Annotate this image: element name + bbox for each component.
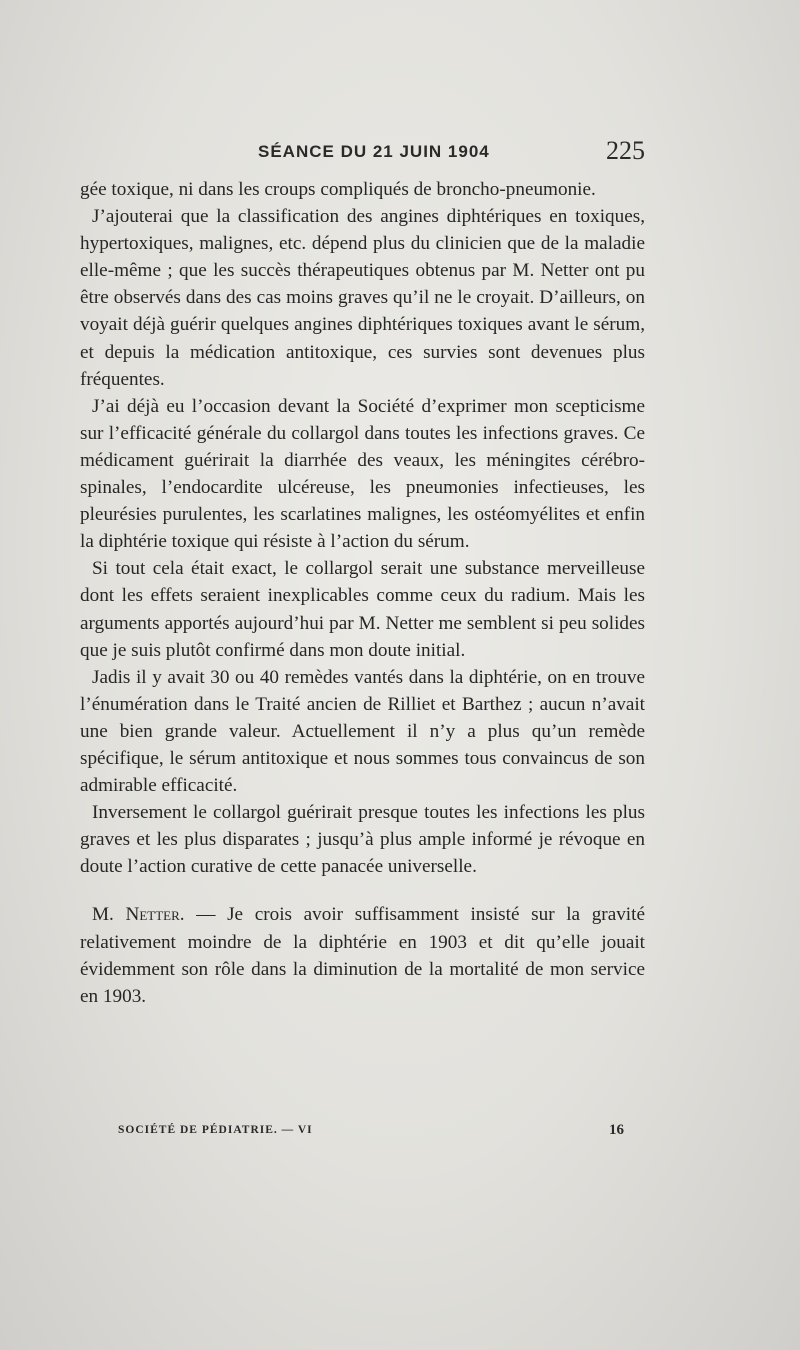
- society-line: SOCIÉTÉ DE PÉDIATRIE. — VI: [118, 1124, 313, 1136]
- running-head: SÉANCE DU 21 JUIN 1904: [258, 142, 490, 161]
- speaker-name: M. Netter.: [92, 904, 185, 926]
- paragraph-6: Inversement le collargol guérirait presque toutes les infections les plus graves et les plus disparates ; jusqu’à plus ample informé je révoque en doute l’action curative de cette panacée universelle.: [80, 802, 645, 878]
- body-text: [80, 176, 645, 1010]
- paragraph-3: J’ai déjà eu l’occasion devant la Société d’exprimer mon scepticisme sur l’efficacité générale du collargol dans toutes les infections graves. Ce médicament guérirait la diarrhée des veaux, les méningites cérébro-spinales, l’endocardite ulcéreuse, les pneumonies infectieuses, les pleurésies purulentes, les scarlatines malignes, les ostéomyélites et enfin la diphtérie toxique qui résiste à l’action du sérum.: [80, 395, 645, 553]
- paragraph-4: Si tout cela était exact, le collargol serait une substance merveilleuse dont les effets seraient inexplicables comme ceux du radium. Mais les arguments apportés aujourd’hui par M. Netter me semblent si peu solides que je suis plutôt confirmé dans mon doute initial.: [80, 558, 645, 661]
- signature-mark: 16: [609, 1122, 624, 1138]
- page-header: [80, 136, 645, 166]
- page-footer: [118, 1122, 624, 1142]
- paragraph-1: gée toxique, ni dans les croups compliqués de broncho-pneumonie.: [80, 179, 596, 200]
- paragraph-2: J’ajouterai que la classification des angines diphtériques en toxiques, hypertoxiques, malignes, etc. dépend plus du clinicien que de la maladie elle-même ; que les succès thérapeutiques obtenus par M. Netter ont pu être observés dans des cas moins graves qu’il ne le croyait. D’ailleurs, on voyait déjà guérir quelques angines diphtériques toxiques avant le sérum, et depuis la médication antitoxique, ces survies sont devenues plus fréquentes.: [80, 206, 645, 390]
- paragraph-7: [80, 901, 645, 1009]
- paragraph-5: Jadis il y avait 30 ou 40 remèdes vantés dans la diphtérie, on en trouve l’énumération dans le Traité ancien de Rilliet et Barthez ; aucun n’avait une bien grande valeur. Actuellement il n’y a plus qu’un remède spécifique, le sérum antitoxique et nous sommes tous convaincus de son admirable efficacité.: [80, 666, 645, 797]
- paragraph-7-text: — Je crois avoir suffisamment insisté sur la gravité relativement moindre de la diphtérie en 1903 et dit qu’elle jouait évidemment son rôle dans la diminution de la mortalité de mon service en 1903.: [80, 904, 645, 1007]
- page-number: 225: [606, 136, 645, 165]
